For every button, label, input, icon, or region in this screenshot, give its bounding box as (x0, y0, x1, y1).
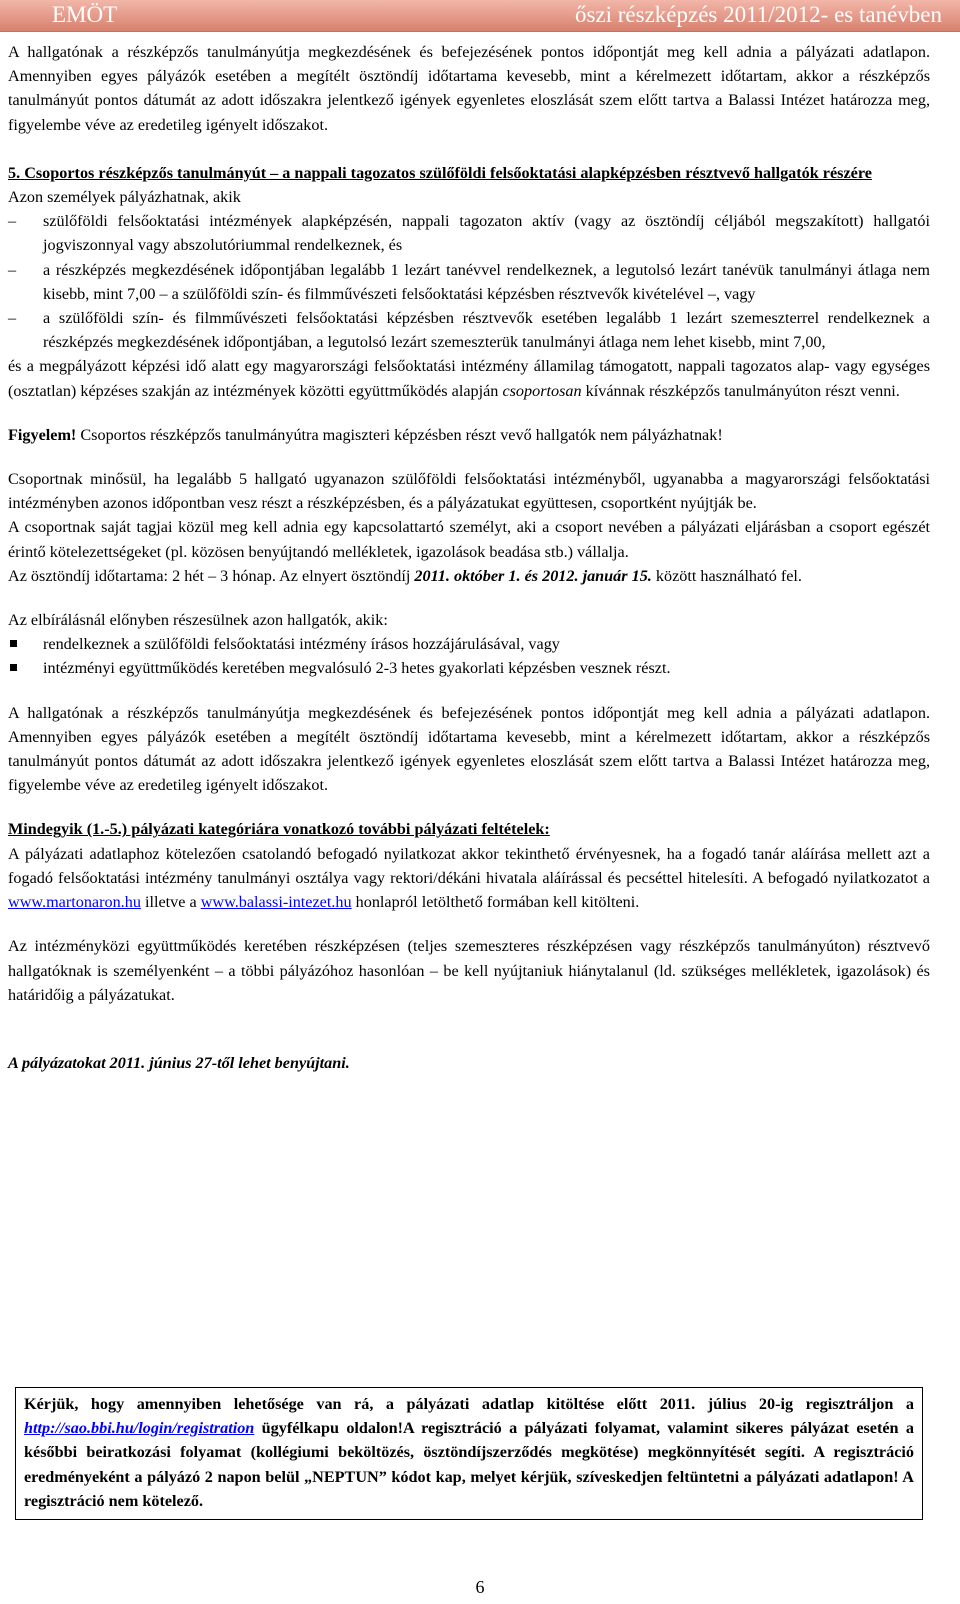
dash-marker: – (8, 260, 17, 279)
preference-lead: Az elbírálásnál előnyben részesülnek azon hallgatók, akik: (8, 611, 388, 630)
martonaron-link[interactable]: www.martonaron.hu (8, 893, 141, 912)
page-number: 6 (475, 1577, 485, 1597)
page-header (0, 0, 960, 32)
document-body (8, 40, 930, 1075)
dash-marker: – (8, 309, 17, 328)
section-5-number: 5. (8, 163, 21, 182)
submission-note: A pályázatokat 2011. június 27-től lehet benyújtani. (8, 1053, 350, 1072)
group-definition: Csoportnak minősül, ha legalább 5 hallgató ugyanazon szülőföldi felsőoktatási intézményből, ugyanabba a magyarországi felsőoktatási intézményben azonos időpontban vesz részt a részképzésben, és a pályázatukat együttesen, csoportként nyújtják be. (8, 470, 930, 513)
registration-notice-box: Kérjük, hogy amennyiben lehetősége van rá, a pályázati adatlap kitöltése előtt 2011. július 20-ig regisztráljon a http://sao.bbi.hu/login/registration ügyfélkapu oldalon!A regisztráció a pályázati folyamat, valamint sikeres pályázat esetén a későbbi beiratkozási folyamat (kollégiumi beköltözés, ösztöndíjszerződés megkötése) megkönnyítését segíti. A regisztráció eredményeként a pályázó 2 napon belül „NEPTUN” kódot kap, melyet kérjük, szíveskedjen feltüntetni a pályázati adatlapon! A regisztráció nem kötelező. (15, 1387, 923, 1520)
eligibility-list (8, 209, 930, 354)
list-item: intézményi együttműködés keretében megvalósuló 2-3 hetes gyakorlati képzésben vesznek részt. (8, 656, 930, 680)
square-bullet-icon (10, 640, 17, 647)
list-item: – a részképzés megkezdésének időpontjában legalább 1 lezárt tanévvel rendelkeznek, a legutolsó lezárt tanévük tanulmányi átlaga nem kisebb, mint 7,00 – a szülőföldi szín- és filmművészeti felsőoktatási képzésben résztvevők kivételével –, vagy (8, 258, 930, 306)
acceptance-statement: A pályázati adatlaphoz kötelezően csatolandó befogadó nyilatkozat akkor tekinthető érvényesnek, ha a fogadó tanár aláírása mellett azt a fogadó felsőoktatási intézmény tanulmányi osztálya vagy rektori/dékáni hivatala aláírással és pecséttel hitelesíti. A befogadó nyilatkozatot a www.martonaron.hu illetve a www.balassi-intezet.hu honlapról letölthető formában kell kitölteni. (8, 844, 930, 912)
repeat-paragraph: A hallgatónak a részképzős tanulmányútja megkezdésének és befejezésének pontos időpontját meg kell adnia a pályázati adatlapon. Amennyiben egyes pályázók esetében a megítélt ösztöndíj időtartama kevesebb, mint a kérelmezett időtartam, akkor a részképzős tanulmányút pontos dátumát az adott időszakra jelentkező igények egyenletes eloszlását szem előtt tartva a Balassi Intézet határozza meg, figyelembe véve az eredetileg igényelt időszakot. (8, 703, 930, 795)
section-5-heading (8, 161, 930, 185)
section-5-lead: Azon személyek pályázhatnak, akik (8, 188, 241, 207)
group-contact: A csoportnak saját tagjai közül meg kell adnia egy kapcsolattartó személyt, aki a csoport nevében a pályázati eljárásban a csoport egészét érintő kötelezettségeket (pl. közösen benyújtandó mellékletek, igazolások beadása stb.) vállalja. (8, 518, 930, 561)
balassi-link[interactable]: www.balassi-intezet.hu (200, 893, 352, 912)
list-item: rendelkeznek a szülőföldi felsőoktatási intézmény írásos hozzájárulásával, vagy (8, 632, 930, 656)
registration-link[interactable]: http://sao.bbi.hu/login/registration (24, 1419, 255, 1438)
section-5-tail: és a megpályázott képzési idő alatt egy magyarországi felsőoktatási intézmény államilag támogatott, nappali tagozatos alap- vagy egységes (osztatlan) képzéses szakján az intézmények közötti együttműködés alapján csoportosan kívánnak részképzős tanulmányúton részt venni. (8, 357, 930, 400)
grant-duration: Az ösztöndíj időtartama: 2 hét – 3 hónap. Az elnyert ösztöndíj 2011. október 1. és 2012. január 15. között használható fel. (8, 566, 802, 585)
header-left-title: EMÖT (52, 2, 118, 27)
all-categories-heading: Mindegyik (1.-5.) pályázati kategóriára vonatkozó további pályázati feltételek: (8, 820, 550, 839)
square-bullet-icon (10, 664, 17, 671)
attention-note: Figyelem! Csoportos részképzős tanulmányútra magiszteri képzésben részt vevő hallgatók nem pályázhatnak! (8, 425, 723, 444)
dash-marker: – (8, 212, 17, 231)
header-right-title: őszi részképzés 2011/2012- es tanévben (574, 2, 942, 27)
list-item: – szülőföldi felsőoktatási intézmények alapképzésén, nappali tagozaton aktív (vagy az ösztöndíj céljából megszakított) hallgatói jogviszonnyal vagy abszolutóriummal rendelkeznek, és (8, 209, 930, 257)
preference-list (8, 632, 930, 680)
list-item: – a szülőföldi szín- és filmművészeti felsőoktatási képzésben résztvevők esetében legalább 1 lezárt szemeszterrel rendelkeznek a részképzés megkezdésének időpontjában, a legutolsó lezárt szemeszterük tanulmányi átlaga nem lehet kisebb, mint 7,00, (8, 306, 930, 354)
interinstitutional-paragraph: Az intézményközi együttműködés keretében részképzésen (teljes szemeszteres részképzésen vagy részképzős tanulmányúton) résztvevő hallgatóknak is személyenként – a többi pályázóhoz hasonlóan – be kell nyújtaniuk hiánytalanul (ld. szükséges mellékletek, igazolások) és határidőig a pályázatukat. (8, 937, 930, 1004)
section-5-title: Csoportos részképzős tanulmányút – a nappali tagozatos szülőföldi felsőoktatási alapképzésben résztvevő hallgatók részére (24, 163, 872, 182)
attention-label: Figyelem! (8, 425, 77, 444)
intro-paragraph: A hallgatónak a részképzős tanulmányútja megkezdésének és befejezésének pontos időpontját meg kell adnia a pályázati adatlapon. Amennyiben egyes pályázók esetében a megítélt ösztöndíj időtartama kevesebb, mint a kérelmezett időtartam, akkor a részképzős tanulmányút pontos dátumát az adott időszakra jelentkező igények egyenletes eloszlását szem előtt tartva a Balassi Intézet határozza meg, figyelembe véve az eredetileg igényelt időszakot. (8, 43, 930, 134)
